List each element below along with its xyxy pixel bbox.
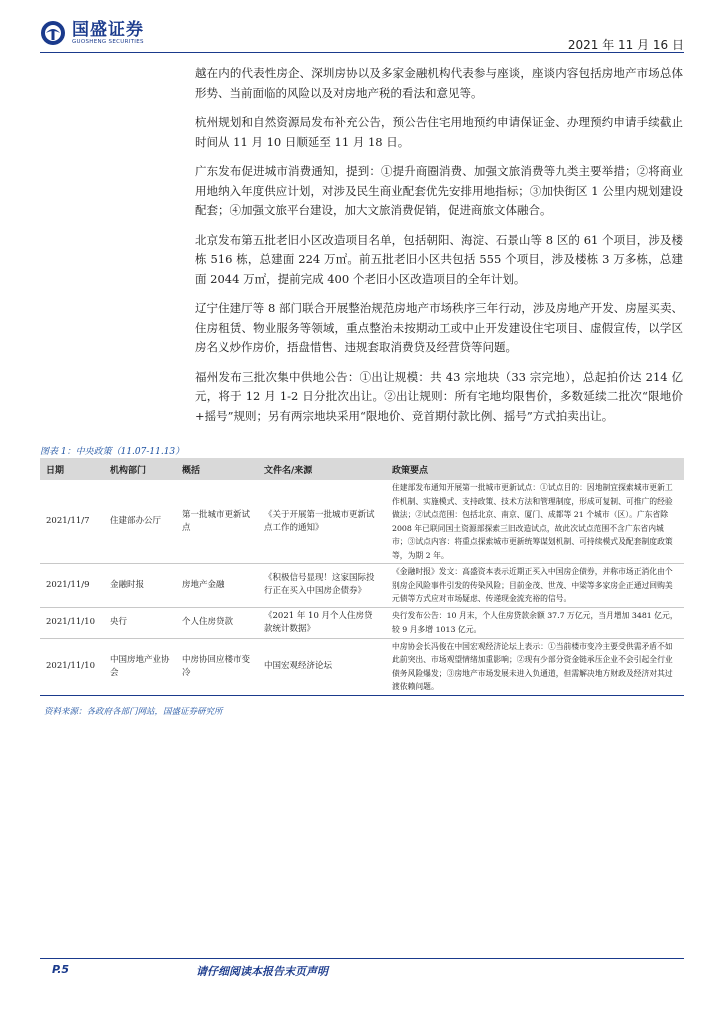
brand-logo <box>40 20 144 46</box>
cell-org: 金融时报 <box>104 564 176 608</box>
brand-name: 国盛证券 <box>72 20 144 40</box>
guosheng-logo-icon <box>40 20 66 46</box>
cell-summary: 个人住房贷款 <box>176 607 258 638</box>
paragraph: 福州发布三批次集中供地公告：①出让规模：共 43 宗地块（33 宗完地），总起拍价达 214 亿元，将于 12 月 1-2 日分批次出让。②出让规则：所有宅地均限售价，多数延续二批次“限地价+摇号”规则；另有两宗地块采用“限地价、竞首期付款比例、摇号”方式拍卖出让。 <box>195 369 683 423</box>
paragraph: 北京发布第五批老旧小区改造项目名单，包括朝阳、海淀、石景山等 8 区的 61 个项目，涉及楼栋 516 栋，总建面 224 万㎡。前五批老旧小区共包括 555 个项目，涉及楼栋 3 万多栋，总建面 2044 万㎡，提前完成 400 个老旧小区改造项目的全年计划。 <box>195 232 683 286</box>
cell-date: 2021/11/10 <box>40 638 104 695</box>
disclaimer-link[interactable]: 请仔细阅读本报告末页声明 <box>196 965 328 978</box>
paragraph: 广东发布促进城市消费通知，提到：①提升商圈消费、加强文旅消费等九类主要举措；②将商业用地纳入年度供应计划，对涉及民生商业配套优先安排用地指标；③加快街区 1 公里内规划建设配套；④加强文旅平台建设，加大文旅消费促销，促进商旅文体融合。 <box>195 164 683 217</box>
page-number: P.5 <box>52 963 70 976</box>
paragraph: 杭州规划和自然资源局发布补充公告，预公告住宅用地预约申请保证金、办理预约申请手续截止时间从 11 月 10 日顺延至 11 月 18 日。 <box>195 115 683 149</box>
header-divider <box>40 52 684 53</box>
footer-divider <box>40 958 684 959</box>
page-header <box>0 0 724 58</box>
column-header-org: 机构部门 <box>104 458 176 480</box>
report-date: 2021 年 11 月 16 日 <box>567 38 684 52</box>
brand-name-en: GUOSHENG SECURITIES <box>72 39 144 45</box>
table-header-row <box>40 458 684 480</box>
cell-key-points: 《金融时报》发文：高盛资本表示近期正买入中国房企债券，并称市场正消化由个别房企风险事件引发的传染风险；目前金茂、世茂、中梁等多家房企正通过回购美元债等方式应对市场疑虑、传递现金流充裕的信号。 <box>386 564 684 608</box>
cell-summary: 第一批城市更新试点 <box>176 480 258 564</box>
cell-org: 住建部办公厅 <box>104 480 176 564</box>
table-row <box>40 564 684 608</box>
cell-source: 中国宏观经济论坛 <box>258 638 386 695</box>
cell-date: 2021/11/10 <box>40 607 104 638</box>
cell-source: 《2021 年 10 月个人住房贷款统计数据》 <box>258 607 386 638</box>
figure-source-note: 资料来源：各政府各部门网站，国盛证券研究所 <box>44 707 223 717</box>
column-header-key-points: 政策要点 <box>386 458 684 480</box>
cell-date: 2021/11/7 <box>40 480 104 564</box>
table-row <box>40 480 684 564</box>
column-header-date: 日期 <box>40 458 104 480</box>
cell-source: 《积极信号显现！这家国际投行正在买入中国房企债券》 <box>258 564 386 608</box>
cell-summary: 房地产金融 <box>176 564 258 608</box>
policy-table <box>40 458 684 696</box>
column-header-source: 文件名/来源 <box>258 458 386 480</box>
cell-org: 央行 <box>104 607 176 638</box>
paragraph: 辽宁住建厅等 8 部门联合开展整治规范房地产市场秩序三年行动，涉及房地产开发、房屋买卖、住房租赁、物业服务等领域，重点整治未按期动工或中止开发建设住宅项目、虚假宣传，以学区房名义炒作房价，捂盘惜售、违规套取消费贷及经营贷等问题。 <box>195 301 683 354</box>
cell-date: 2021/11/9 <box>40 564 104 608</box>
column-header-summary: 概括 <box>176 458 258 480</box>
cell-key-points: 住建部发布通知开展第一批城市更新试点：①试点目的：因地制宜探索城市更新工作机制、实施模式、支持政策、技术方法和管理制度，形成可复制、可推广的经验做法；②试点范围：包括北京、南京、厦门、成都等 21 个城市（区）。广东省除 2008 年已联同国土资源部探索三旧改造试点，故此次试点范围不含广东省内城市；③试点内容：将重点探索城市更新统筹谋划机制、可持续模式及配套制度政策等，为期 2 年。 <box>386 480 684 564</box>
paragraph: 越在内的代表性房企、深圳房协以及多家金融机构代表参与座谈，座谈内容包括房地产市场总体形势、当前面临的风险以及对房地产税的看法和意见等。 <box>195 66 683 100</box>
cell-key-points: 央行发布公告：10 月末，个人住房贷款余额 37.7 万亿元，当月增加 3481 亿元，较 9 月多增 1013 亿元。 <box>386 607 684 638</box>
table-row <box>40 638 684 695</box>
cell-key-points: 中房协会长冯俊在中国宏观经济论坛上表示：①当前楼市变冷主要受供需矛盾不如此前突出、市场观望情绪加重影响；②现有少部分资金链承压企业不会引起全行业债务风险爆发；③房地产市场发展未进入负通道，但需解决地方财政及经济对其过渡依赖问题。 <box>386 638 684 695</box>
table-row <box>40 607 684 638</box>
cell-org: 中国房地产业协会 <box>104 638 176 695</box>
figure-title: 图表 1：中央政策（11.07-11.13） <box>40 447 185 457</box>
body-text <box>195 64 683 436</box>
cell-summary: 中房协回应楼市变冷 <box>176 638 258 695</box>
cell-source: 《关于开展第一批城市更新试点工作的通知》 <box>258 480 386 564</box>
